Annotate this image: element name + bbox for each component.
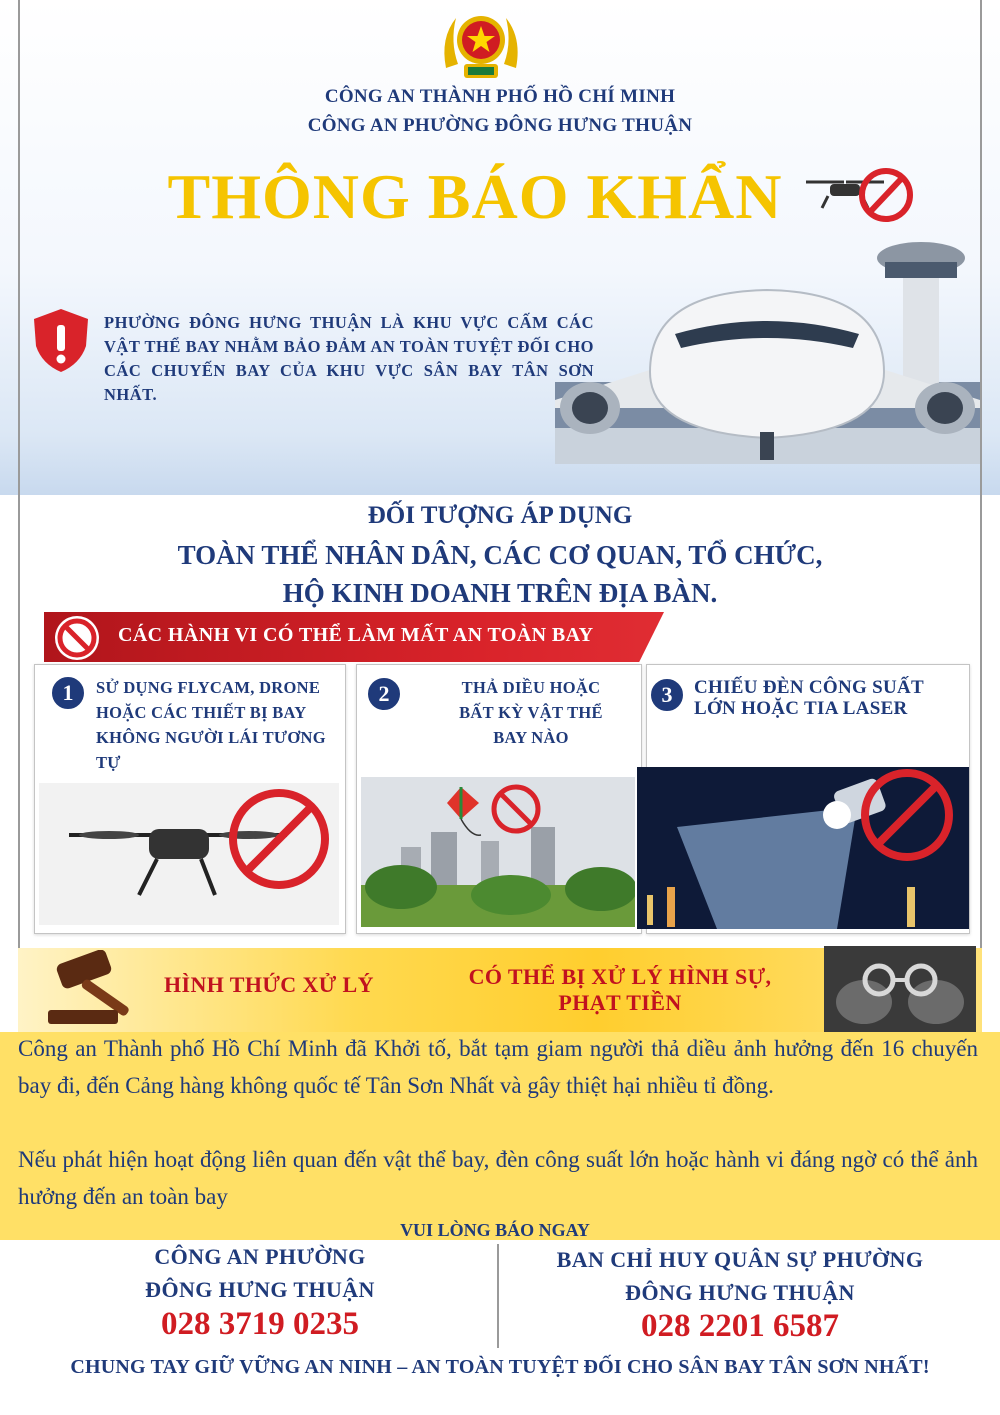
behaviors-banner-label: CÁC HÀNH VI CÓ THỂ LÀM MẤT AN TOÀN BAY: [118, 624, 594, 646]
behavior-card-3: [646, 664, 970, 934]
notice-paragraph-1: Công an Thành phố Hồ Chí Minh đã Khởi tố, bắt tạm giam người thả diều ảnh hưởng đến 16 chuyến bay đi, đến Cảng hàng không quốc tế Tân Sơn Nhất và gây thiệt hại nhiều tỉ đồng.: [18, 1036, 978, 1098]
notice-call-to-action: VUI LÒNG BÁO NGAY: [400, 1220, 590, 1240]
behavior-text-1: SỬ DỤNG FLYCAM, DRONE HOẶC CÁC THIẾT BỊ BAY KHÔNG NGƯỜI LÁI TƯƠNG TỰ: [96, 678, 326, 772]
audience-heading: ĐỐI TƯỢNG ÁP DỤNG: [367, 502, 633, 529]
contact-2-label: [520, 1243, 960, 1309]
penalty-text: [430, 964, 810, 1016]
handcuffs-image: [824, 946, 976, 1032]
behavior-text-2: THẢ DIỀU HOẶC BẤT KỲ VẬT THỂ BAY NÀO: [459, 678, 603, 747]
audience-line-1: TOÀN THỂ NHÂN DÂN, CÁC CƠ QUAN, TỔ CHỨC,: [177, 540, 823, 570]
footer-slogan: CHUNG TAY GIỮ VỮNG AN NINH – AN TOÀN TUYỆT ĐỐI CHO SÂN BAY TÂN SƠN NHẤT!: [70, 1356, 930, 1378]
audience-line-2: HỘ KINH DOANH TRÊN ĐỊA BÀN.: [282, 578, 718, 608]
behavior-card-2: [356, 664, 642, 934]
kite-image: [361, 777, 635, 927]
intro-text: PHƯỜNG ĐÔNG HƯNG THUẬN LÀ KHU VỰC CẤM CÁC VẬT THỂ BAY NHẰM BẢO ĐẢM AN TOÀN TUYỆT ĐỐI CHO CÁC CHUYẾN BAY CỦA KHU VỰC SÂN BAY TÂN SƠN NHẤT.: [104, 313, 594, 404]
no-drone-icon: [800, 160, 920, 230]
gavel-icon: [40, 950, 152, 1032]
police-emblem-icon: [436, 8, 526, 84]
warning-shield-icon: [30, 306, 92, 374]
contact-divider: [497, 1244, 499, 1348]
behavior-text-3: CHIẾU ĐÈN CÔNG SUẤT LỚN HOẶC TIA LASER: [694, 677, 924, 719]
behavior-card-1: [34, 664, 346, 934]
penalty-label: HÌNH THỨC XỬ LÝ: [164, 972, 374, 997]
no-entry-icon: [52, 613, 102, 663]
notice-paragraph-2: Nếu phát hiện hoạt động liên quan đến vật thể bay, đèn công suất lớn hoặc hành vi đáng ngờ có thể ảnh hưởng đến an toàn bay: [18, 1147, 978, 1209]
agency-line-2: CÔNG AN PHƯỜNG ĐÔNG HƯNG THUẬN: [307, 115, 693, 136]
drone-image: [39, 783, 339, 925]
contact-2-line-2: ĐÔNG HƯNG THUẬN: [625, 1280, 855, 1305]
contact-2-phone[interactable]: 028 2201 6587: [641, 1308, 839, 1344]
contact-1-line-1: CÔNG AN PHƯỜNG: [154, 1244, 366, 1269]
penalty-text-line-1: CÓ THỂ BỊ XỬ LÝ HÌNH SỰ,: [468, 964, 772, 989]
contact-1-line-2: ĐÔNG HƯNG THUẬN: [145, 1277, 375, 1302]
airport-illustration: [555, 232, 980, 464]
contact-1-phone[interactable]: 028 3719 0235: [161, 1306, 359, 1342]
laser-image: [637, 767, 969, 929]
page-title: THÔNG BÁO KHẨN: [167, 161, 783, 232]
behavior-number-3: 3: [649, 677, 685, 713]
agency-line-1: CÔNG AN THÀNH PHỐ HỒ CHÍ MINH: [324, 86, 676, 107]
behavior-number-1: 1: [50, 675, 86, 711]
contact-2-line-1: BAN CHỈ HUY QUÂN SỰ PHƯỜNG: [556, 1247, 924, 1272]
penalty-text-line-2: PHẠT TIỀN: [558, 990, 682, 1015]
contact-1-label: [80, 1240, 440, 1306]
behavior-number-2: 2: [366, 676, 402, 712]
